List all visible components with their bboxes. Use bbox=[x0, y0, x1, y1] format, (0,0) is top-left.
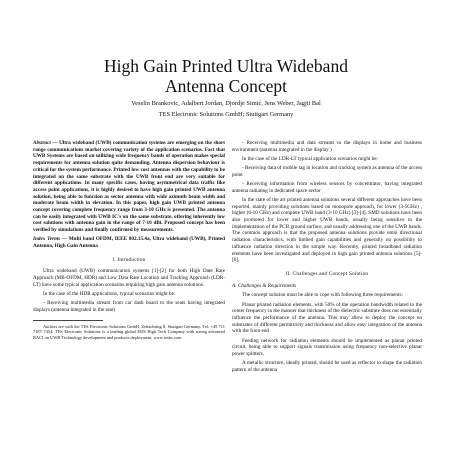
intro-paragraph-1: Ultra wideband (UWB) communication systems [1]-[2] for both High Date Rate Approach (MB-OFDM, HDR) and Low Data Rate Location and Tracking Approach (LDR-LT) have some typical application scenarios requiring high gain antenna solutions. bbox=[33, 268, 225, 288]
left-column bbox=[33, 140, 225, 343]
footnote: Authors are with the TES Electronic Solutions GmbH, Zettachring 8, Stuttgart Germany, Tel: +49 711 7287 7454; TES Electronic Solutions is a leading global EDS High Tech Company with strong advanced RACI on UWB Technology development and products deployment, www.tesbv.com bbox=[33, 323, 225, 340]
right-paragraph-9: A metallic structure, ideally printed, should be used as reflector to shape the radiation pattern of the antenna bbox=[232, 360, 422, 373]
paper-title bbox=[60, 56, 392, 96]
intro-paragraph-2: In the case of the HDR applications, typical scenarios might be: bbox=[43, 291, 176, 298]
title-line-2: Antenna Concept bbox=[165, 76, 287, 96]
right-paragraph-6: The concept solution must be able to cope with following three requirements: bbox=[242, 292, 403, 299]
index-terms-label: Index Terms bbox=[33, 236, 61, 243]
abstract-text: — Ultra wideband (UWB) communication systems are emerging on the short range communications market covering variety of the application scenarios. Fact that UWB Systems are based on utilizing wide frequency bands of operation makes special requirements for antenna solution quite demanding. Antenna dispersion behaviour is critical for the system performance. Printed low cost antennas with the capability to be integrated on the same substrate with the UWB front end are very suitable for different applications. In many specific cases, having asymmetrical data traffic like access point applications, it is highly desired to have high gain printed UWB antenna solution, being able to function as sector antenna with wide azimuth beam width and moderate beam width in elevation. In this paper, high gain UWB printed antenna concept covering complete frequency range from 3-10 GHz is presented. The antenna can be easily integrated with UWB IC's on the same substrate, offering inherently low cost solutions with antenna gain in the range of 7-10 dBi. Proposed concept has been verified by simulations and finally confirmed by measurements. bbox=[33, 140, 225, 234]
title-line-1: High Gain Printed Ultra Wideband bbox=[104, 56, 348, 76]
index-terms-text: — Multi band OFDM, IEEE 802.15.4a, Ultra wideband (UWB), Printed Antenna, High Gain Antenna bbox=[33, 236, 225, 250]
intro-paragraph-3: - Receiving multimedia stream from car dash board to the seats having integrated displays (antenna integrated in the seat) bbox=[33, 300, 225, 313]
section-heading-challenges: II. Challenges and Concept Solution bbox=[285, 270, 369, 277]
abstract bbox=[33, 140, 225, 234]
author-block bbox=[30, 98, 422, 120]
right-paragraph-2: In the case of the LDR-LT typical application scenarios might be: bbox=[242, 155, 378, 162]
right-column bbox=[232, 140, 422, 376]
subsection-heading-requirements: A. Challenges & Requirements bbox=[232, 282, 297, 289]
right-paragraph-3: - Receiving data of mobile tag in location and tracking system as antenna of the access point bbox=[232, 165, 422, 178]
abstract-label: Abstract bbox=[33, 140, 51, 146]
right-paragraph-5: In the state of the art printed antenna solutions several different approaches have been reported, mainly providing solutions based on monopole approach, for lower (3-5GHz) , higher (6-10 GHz) and complete UWB band (3-10 GHz) [3]-[4]. SMD solutions have been also promoted for lower and higher UWB bands, usually being sensitive to the implementation of the PCB ground surface, and usually addressing one of the UWB bands. The common approach is that the proposed antenna solutions provide omni directional radiation characteristics, with limited gain capabilities and generally no possibility to influence radiation direction in the simple way. Recently, printed broadband radiation elements have been investigated and deployed in high gain printed antenna solutions [5]-[6]. bbox=[232, 196, 422, 264]
right-paragraph-4: - Receiving information from wireless sensors by concentrator, having integrated antenna radiating in dedicated space sector bbox=[232, 181, 422, 194]
section-heading-introduction: I. Introduction bbox=[112, 256, 146, 263]
right-paragraph-7: Planar printed radiation elements, with 50% of the operation bandwidth related to the center frequency in the manner that thickness of the dielectric substrate does not essentially influence the performance of the antenna. This may allow to deploy the concept on substrates of different permittivity and thickness and allow easy integration of the antenna with the front end bbox=[232, 301, 422, 335]
right-paragraph-8: Feeding network for radiation elements should be implemented as planar printed circuit, being able to support signals transmission using frequency non-selective planar power splitters. bbox=[232, 337, 422, 357]
index-terms bbox=[33, 236, 225, 249]
right-paragraph-1: - Receiving multimedia and data streams to the displays in home and business environment (antenna integrated in the display ) bbox=[232, 140, 422, 153]
author-list: Veselin Brankovic, Adalbert Jordan, Djordje Simić, Jens Weber, Jagjit Bal bbox=[131, 100, 321, 107]
affiliation: TES Electronic Solutions GmbH; Stuttgart Germany bbox=[158, 111, 294, 118]
footnote-divider bbox=[33, 320, 103, 321]
